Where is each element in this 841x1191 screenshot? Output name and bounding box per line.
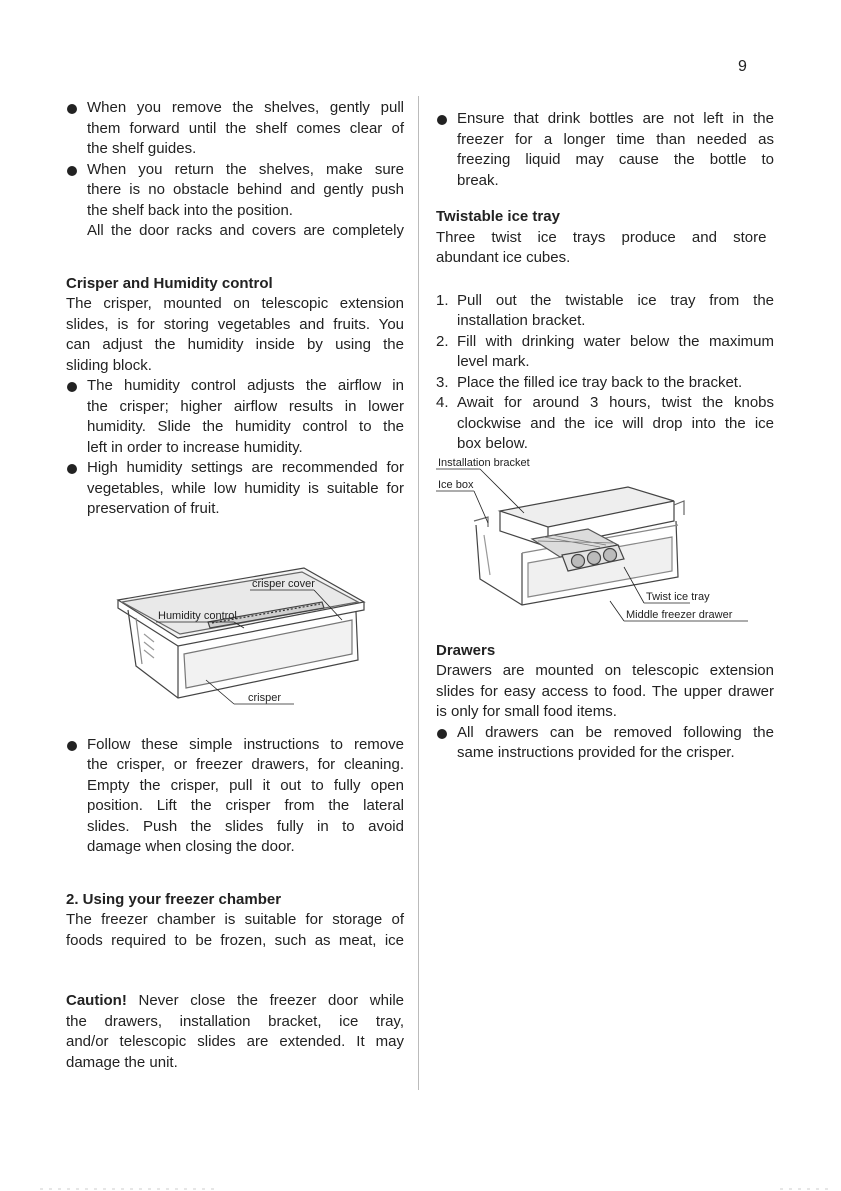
bottles-bullet	[436, 109, 774, 191]
text-line: Await for around 3 hours, twist the knobs	[457, 394, 774, 411]
text-line: Fill with drinking water below the maximum	[457, 332, 774, 350]
step-3	[436, 373, 774, 394]
freezer-heading	[66, 890, 404, 911]
text-line: box below.	[457, 435, 528, 452]
label-middle-freezer-drawer: Middle freezer drawer	[626, 608, 733, 621]
text-line: The freezer chamber is suitable for storage of	[66, 911, 404, 928]
label-humidity-control: Humidity control	[158, 609, 237, 622]
text-line: freezing liquid may cause the bottle to	[457, 151, 774, 168]
drawers-bullet	[436, 723, 774, 764]
text-line: sliding block.	[66, 356, 152, 374]
step-number: 2.	[436, 332, 449, 350]
text-line: the drawers, installation bracket, ice tray,	[66, 1012, 404, 1030]
label-ice-box: Ice box	[438, 478, 474, 491]
ice-tray-drawing	[474, 487, 684, 605]
text-line: same instructions provided for the crisper.	[457, 744, 735, 761]
text-line: When you remove the shelves, gently pull	[87, 99, 404, 116]
drawers-heading: Drawers	[436, 641, 496, 659]
caution-paragraph	[66, 991, 404, 1073]
text-line: The humidity control adjusts the airflow in	[87, 377, 404, 394]
text-line: foods required to be frozen, such as meat, ice	[66, 931, 404, 949]
label-twist-ice-tray: Twist ice tray	[646, 590, 710, 603]
step-2	[436, 332, 774, 373]
caution-text: Never close the freezer door while	[126, 992, 404, 1009]
step-number: 1.	[436, 291, 449, 309]
step-4	[436, 393, 774, 455]
text-line: High humidity settings are recommended for	[87, 459, 404, 476]
text-line: them forward until the shelf comes clear of	[87, 119, 404, 137]
text-line: Three twist ice trays produce and store	[436, 228, 767, 246]
text-line: Pull out the twistable ice tray from the	[457, 291, 774, 309]
text-line: break.	[457, 171, 499, 189]
text-line: level mark.	[457, 353, 530, 370]
text-line: position. Lift the crisper from the lateral	[87, 797, 404, 814]
freezer-heading-text: . Using your freezer chamber	[74, 890, 282, 908]
step-number: 3.	[436, 373, 449, 391]
step-1	[436, 291, 774, 332]
crisper-figure	[66, 538, 404, 713]
text-line: is only for small food items.	[436, 703, 617, 720]
shelves-bullet-1	[66, 98, 404, 160]
text-line: clockwise and the ice will drop into the ice	[457, 414, 774, 432]
humidity-bullet-2	[66, 458, 404, 520]
crisper-paragraph	[66, 294, 404, 376]
footer-scan-marks	[0, 1186, 841, 1191]
text-line: installation bracket.	[457, 312, 586, 329]
freezer-heading-number: 2	[66, 890, 75, 908]
humidity-bullet-1	[66, 376, 404, 458]
ice-tray-paragraph	[436, 228, 774, 269]
text-line: The crisper, mounted on telescopic extension	[66, 295, 404, 312]
drawers-paragraph	[436, 661, 774, 723]
step-number: 4.	[436, 394, 449, 411]
text-line: preservation of fruit.	[87, 500, 220, 517]
text-line: When you return the shelves, make sure	[87, 160, 404, 178]
text-line: humidity. Slide the humidity control to the	[87, 418, 404, 435]
label-installation-bracket: Installation bracket	[438, 456, 530, 469]
text-line: damage when closing the door.	[87, 838, 295, 855]
text-line	[66, 991, 404, 1012]
text-line: damage the unit.	[66, 1053, 178, 1071]
text-line: Place the filled ice tray back to the bracket.	[457, 373, 743, 391]
text-line: abundant ice cubes.	[436, 249, 571, 266]
text-line: vegetables, while low humidity is suitable for	[87, 479, 404, 497]
label-crisper: crisper	[248, 691, 282, 704]
left-column	[66, 98, 404, 1073]
page-number: 9	[738, 58, 747, 75]
text-line: Follow these simple instructions to remove	[87, 735, 404, 753]
crisper-drawing	[118, 568, 364, 698]
column-divider	[418, 96, 419, 1090]
caution-label: Caution!	[66, 992, 127, 1009]
removal-bullet	[66, 735, 404, 858]
shelves-note: All the door racks and covers are completely	[87, 222, 404, 239]
ice-tray-heading: Twistable ice tray	[436, 208, 560, 225]
crisper-heading: Crisper and Humidity control	[66, 274, 273, 292]
text-line: can adjust the humidity inside by using the	[66, 336, 404, 353]
text-line: the crisper, or freezer drawers, for cleaning.	[87, 756, 404, 773]
ice-tray-figure	[428, 455, 766, 633]
text-line: slides for easy access to food. The upper drawer	[436, 682, 774, 700]
freezer-paragraph	[66, 910, 404, 951]
text-line: the shelf guides.	[87, 140, 197, 157]
text-line: Empty the crisper, pull it out to fully open	[87, 776, 404, 794]
text-line: Ensure that drink bottles are not left in the	[457, 110, 774, 127]
label-crisper-cover: crisper cover	[252, 577, 315, 590]
text-line: slides, is for storing vegetables and fruits. You	[66, 315, 404, 333]
text-line: freezer for a longer time than needed as	[457, 130, 774, 148]
shelves-bullet-2	[66, 160, 404, 222]
text-line: All drawers can be removed following the	[457, 723, 774, 741]
text-line: the crisper; higher airflow results in lower	[87, 397, 404, 415]
text-line: Drawers are mounted on telescopic extension	[436, 662, 774, 679]
text-line: and/or telescopic slides are extended. It may	[66, 1033, 404, 1050]
text-line: left in order to increase humidity.	[87, 438, 303, 456]
right-column	[436, 109, 774, 764]
text-line: slides. Push the slides fully in to avoid	[87, 817, 404, 835]
text-line: there is no obstacle behind and gently push	[87, 181, 404, 198]
text-line: the shelf back into the position.	[87, 201, 293, 219]
